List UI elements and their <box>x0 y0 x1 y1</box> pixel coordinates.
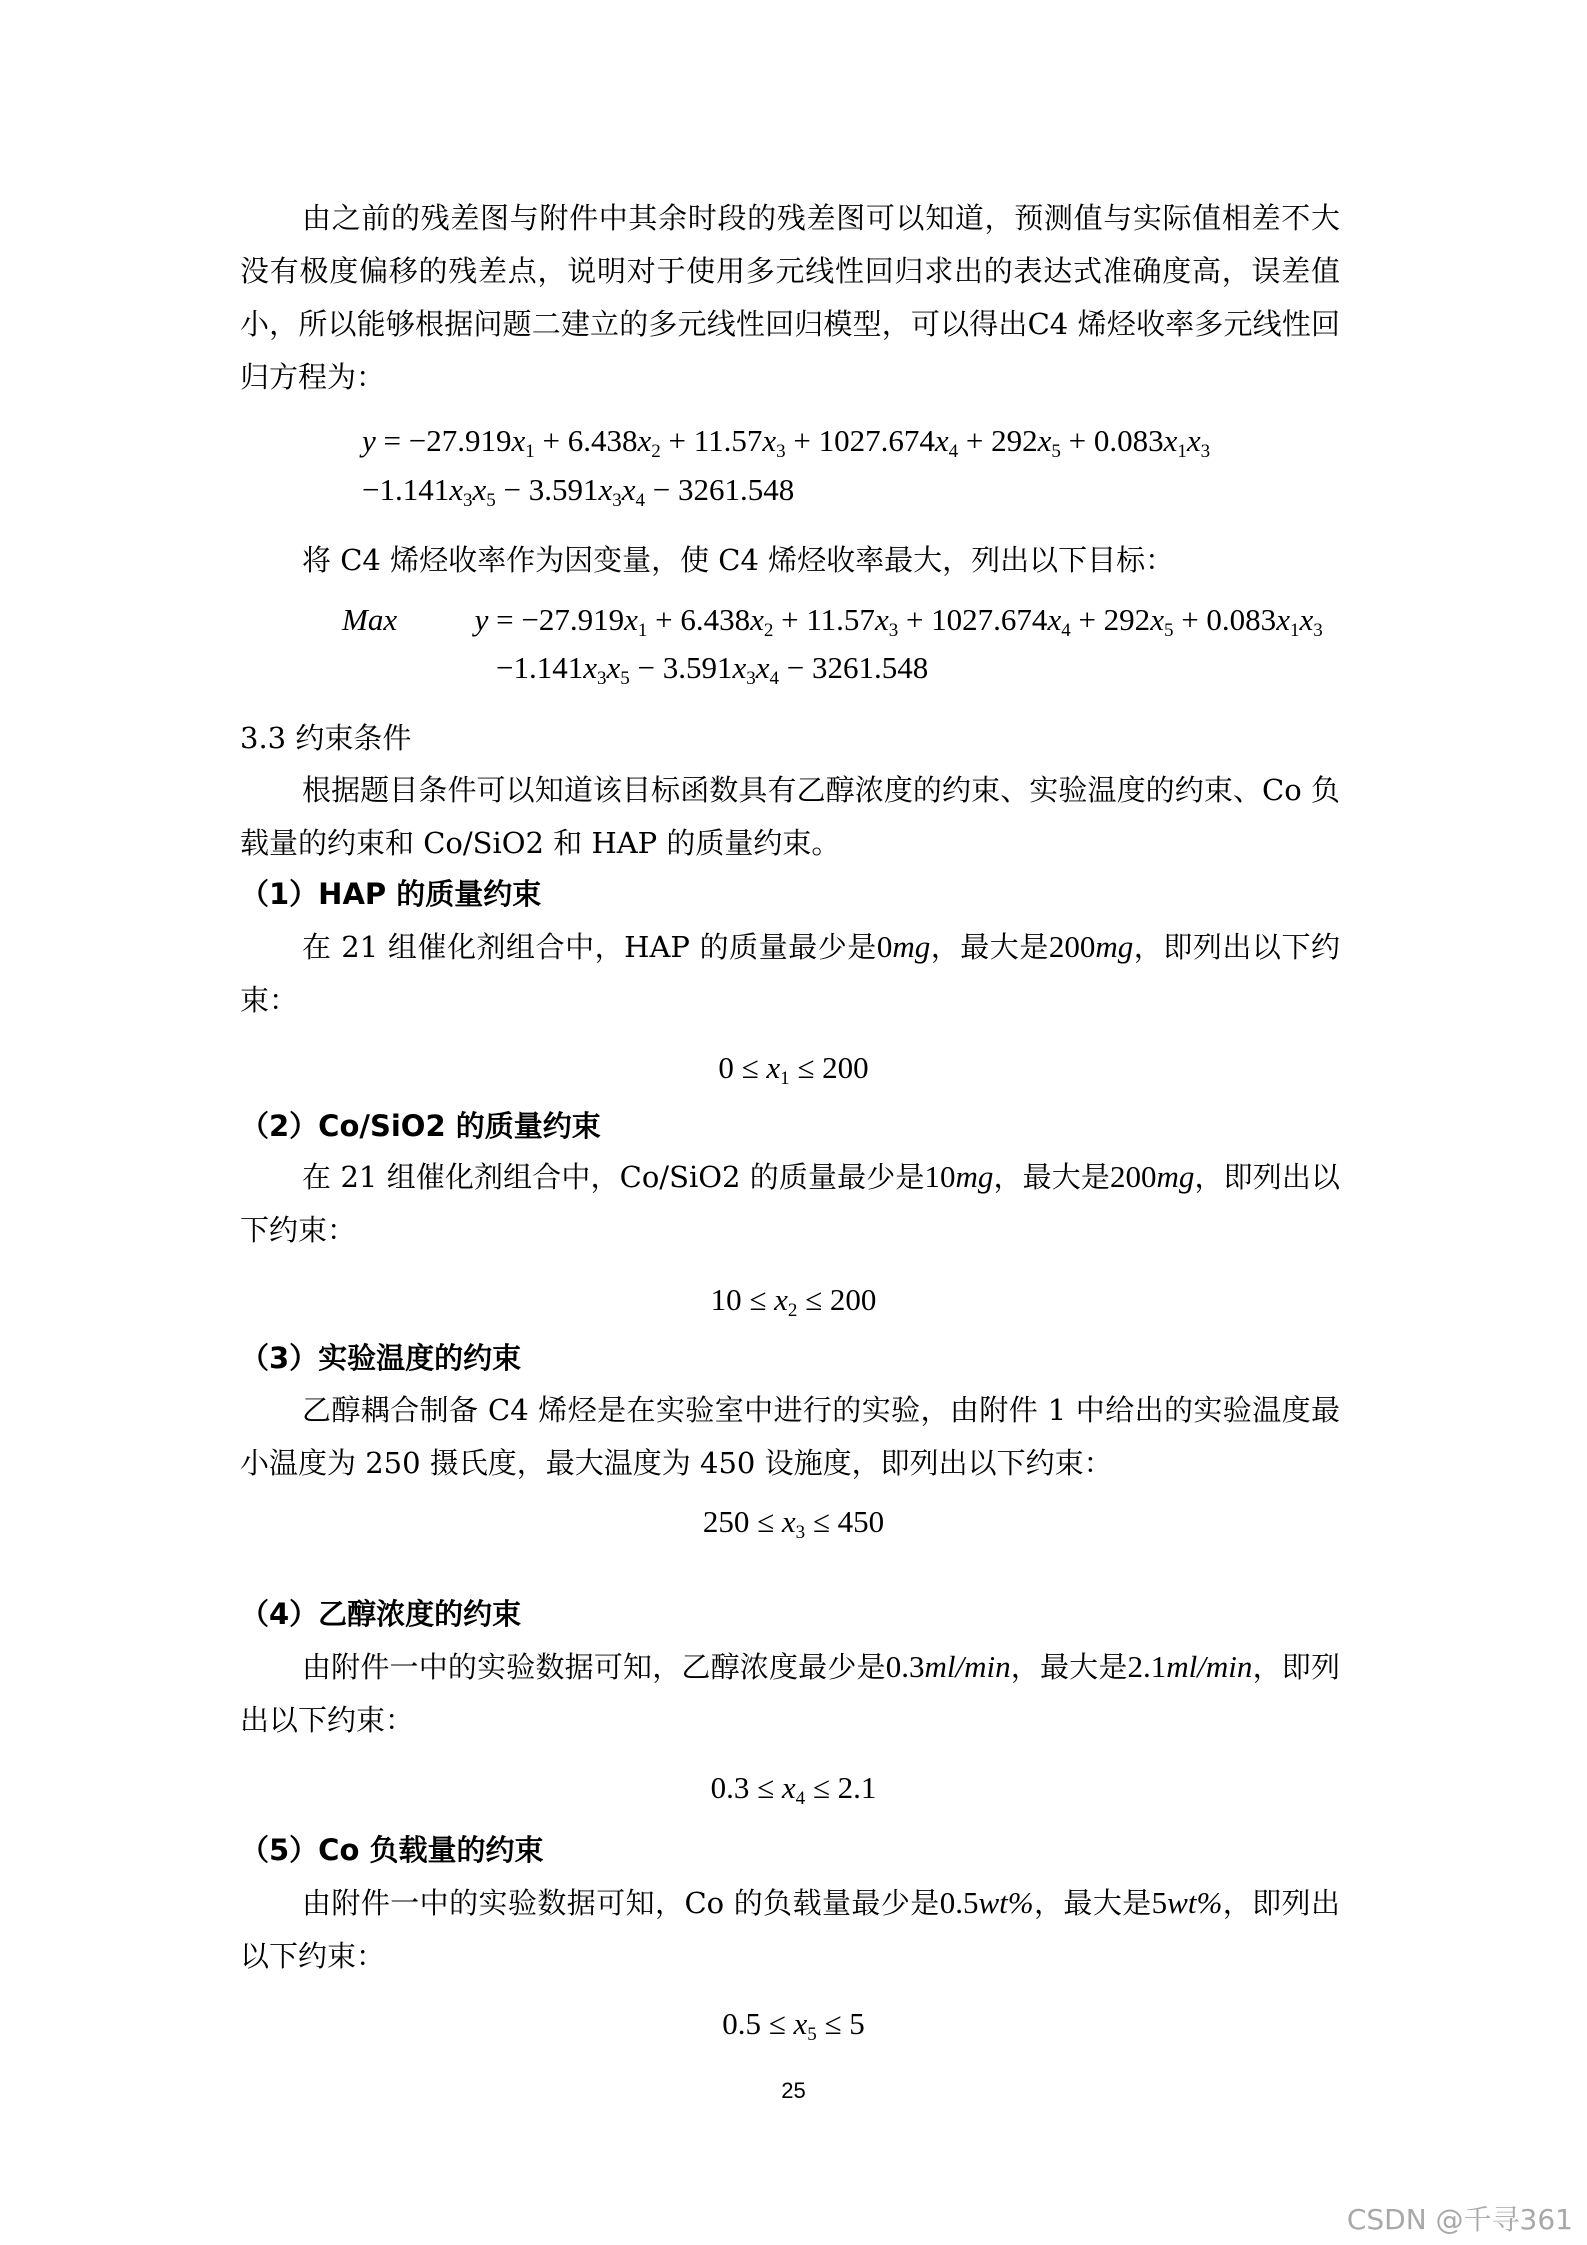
constraint-heading-cosio2: （2）Co/SiO2 的质量约束 <box>240 1109 601 1143</box>
cosio2-max-value: 200 <box>1110 1159 1157 1194</box>
objective-equation-line2 <box>496 648 928 688</box>
ethanol-max-value: 2.1 <box>1127 1649 1167 1684</box>
objective-paragraph: 将 C4 烯烃收率作为因变量，使 C4 烯烃收率最大，列出以下目标： <box>302 543 1175 577</box>
constraint-text-cosio2-b: ，最大是 <box>993 1160 1110 1194</box>
constraint-text-co-c: ，即列出以下约束： <box>240 1886 1340 1973</box>
hap-max-value: 200 <box>1048 929 1096 964</box>
objective-equation-line1 <box>342 600 1323 640</box>
constraint-text-co-a: 由附件一中的实验数据可知，Co 的负载量最少是 <box>302 1886 940 1920</box>
ethanol-max-unit: ml/min <box>1166 1649 1253 1684</box>
cosio2-max-unit: mg <box>1156 1159 1195 1194</box>
regression-equation-line1 <box>362 421 1210 461</box>
constraint-equation-co-loading: $0.5 \le x_5 \le 5$ <box>722 2006 865 2045</box>
constraint-text-hap-a: 在 21 组催化剂组合中，HAP 的质量最少是 <box>302 930 877 964</box>
constraint-equation-temperature: $250 \le x_3 \le 450$ <box>702 1504 885 1543</box>
ethanol-min-value: 0.3 <box>885 1649 925 1684</box>
constraint-equation-ethanol: $0.3 \le x_4 \le 2.1$ <box>710 1770 877 1809</box>
objective-line1-text: $y = -27.919x_1 + 6.438x_2 + 11.57x_3 + 1027.674x_4 + 292x_5 + 0.083x_1x_3$ <box>474 602 1323 641</box>
hap-min-unit: mg <box>892 929 931 964</box>
constraint-text-hap-b: ，最大是 <box>930 930 1049 964</box>
constraint-text-co-b: ，最大是 <box>1033 1886 1152 1920</box>
constraint-text-ethanol-c: ，即列出以下约束： <box>240 1650 1340 1737</box>
co-max-value: 5 <box>1151 1885 1168 1920</box>
ethanol-min-unit: ml/min <box>924 1649 1011 1684</box>
cosio2-min-unit: mg <box>955 1159 994 1194</box>
constraint-text-hap-c: ，即列出以下约束： <box>240 930 1340 1017</box>
co-min-value: 0.5 <box>939 1885 979 1920</box>
constraint-text-hap <box>240 920 1340 1027</box>
watermark: CSDN @千寻361 <box>1346 2203 1573 2236</box>
hap-max-unit: mg <box>1095 929 1134 964</box>
regression-equation-line2 <box>362 470 794 510</box>
constraints-intro-paragraph: 根据题目条件可以知道该目标函数具有乙醇浓度的约束、实验温度的约束、Co 负载量的约束和 Co/SiO2 和 HAP 的质量约束。 <box>240 773 1340 860</box>
co-min-unit: wt% <box>978 1885 1034 1920</box>
regression-line2-text: $-1.141x_3x_5 - 3.591x_3x_4 - 3261.548$ <box>362 472 795 511</box>
constraint-text-cosio2 <box>240 1150 1340 1257</box>
objective-line2-text: $-1.141x_3x_5 - 3.591x_3x_4 - 3261.548$ <box>496 650 929 689</box>
constraint-text-cosio2-a: 在 21 组催化剂组合中，Co/SiO2 的质量最少是 <box>302 1160 925 1194</box>
constraint-text-co-loading <box>240 1876 1340 1983</box>
cosio2-min-value: 10 <box>924 1159 956 1194</box>
intro-paragraph: 由之前的残差图与附件中其余时段的残差图可以知道，预测值与实际值相差不大没有极度偏移的残差点，说明对于使用多元线性回归求出的表达式准确度高，误差值小，所以能够根据问题二建立的多元线性回归模型，可以得出C4 烯烃收率多元线性回归方程为： <box>240 201 1340 394</box>
constraint-text-cosio2-c: ，即列出以下约束： <box>240 1160 1340 1247</box>
page-number: 25 <box>781 2078 806 2103</box>
constraint-equation-hap: $0 \le x_1 \le 200$ <box>718 1050 869 1089</box>
constraint-text-ethanol-a: 由附件一中的实验数据可知，乙醇浓度最少是 <box>302 1650 886 1684</box>
constraint-text-ethanol-b: ，最大是 <box>1010 1650 1128 1684</box>
section-heading: 3.3 约束条件 <box>240 721 412 755</box>
constraint-text-ethanol <box>240 1640 1340 1747</box>
co-max-unit: wt% <box>1167 1885 1223 1920</box>
constraint-heading-temperature: （3）实验温度的约束 <box>240 1341 522 1375</box>
constraint-equation-cosio2: $10 \le x_2 \le 200$ <box>710 1282 877 1321</box>
objective-max-label: Max <box>342 602 398 637</box>
constraint-heading-co-loading: （5）Co 负载量的约束 <box>240 1833 544 1867</box>
constraint-heading-ethanol: （4）乙醇浓度的约束 <box>240 1597 522 1631</box>
constraint-heading-hap: （1）HAP 的质量约束 <box>240 877 542 911</box>
hap-min-value: 0 <box>876 929 893 964</box>
constraint-text-temperature: 乙醇耦合制备 C4 烯烃是在实验室中进行的实验，由附件 1 中给出的实验温度最小温度为 250 摄氏度，最大温度为 450 设施度，即列出以下约束： <box>240 1393 1340 1480</box>
regression-line1-text: $y = -27.919x_1 + 6.438x_2 + 11.57x_3 + 1027.674x_4 + 292x_5 + 0.083x_1x_3$ <box>362 423 1211 462</box>
